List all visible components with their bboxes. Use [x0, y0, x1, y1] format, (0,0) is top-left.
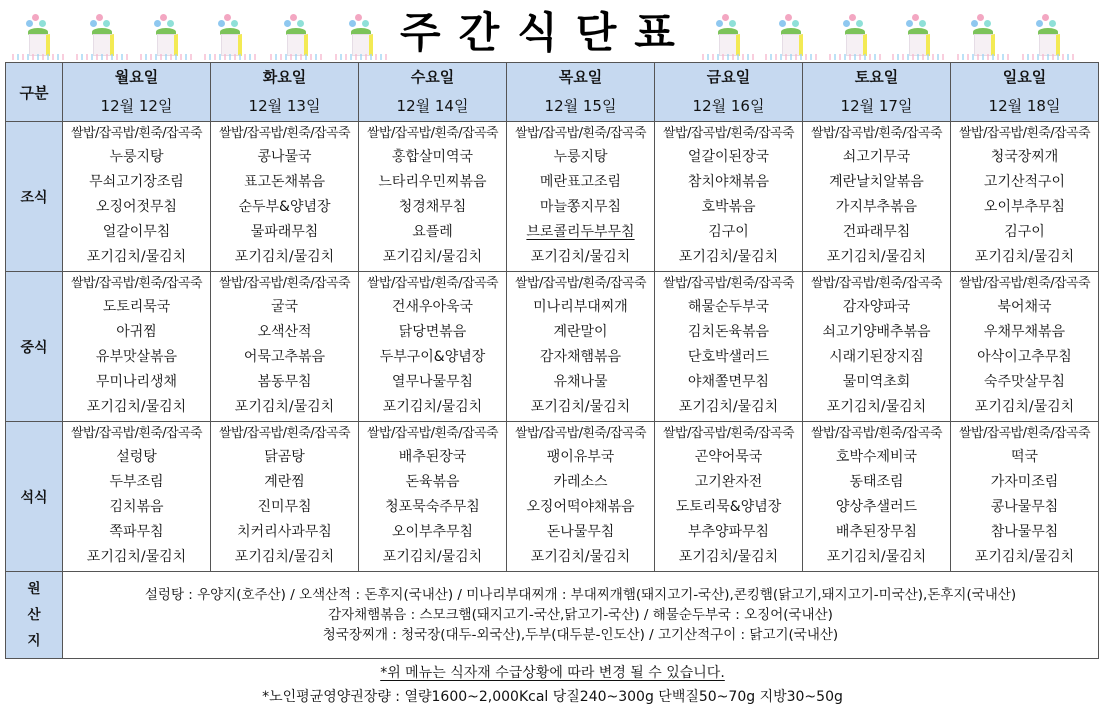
- rice-options: 쌀밥/잡곡밥/흰죽/잡곡죽: [515, 276, 646, 291]
- menu-item: 얼갈이된장국: [687, 149, 770, 165]
- day-header: [359, 63, 507, 122]
- meal-label: 석식: [6, 422, 63, 572]
- menu-item: 떡국: [1010, 449, 1039, 465]
- rice-options: 쌀밥/잡곡밥/흰죽/잡곡죽: [219, 276, 350, 291]
- menu-item: 곤약어묵국: [694, 449, 763, 465]
- menu-item: 카레소스: [553, 474, 608, 490]
- rice-options: 쌀밥/잡곡밥/흰죽/잡곡죽: [959, 126, 1090, 141]
- flower-pot-icon: [890, 8, 946, 62]
- menu-item: 콩나물국: [257, 149, 312, 165]
- nutrition-guideline: *노인평균영양권장량 : 열량1600~2,000Kcal 당질240~300g 단백질50~70g 지방30~50g: [262, 689, 843, 705]
- menu-cell: [211, 122, 359, 272]
- day-date: 12월 17일: [840, 97, 913, 115]
- rice-options: 쌀밥/잡곡밥/흰죽/잡곡죽: [219, 426, 350, 441]
- menu-item: 고기산적구이: [983, 174, 1066, 190]
- menu-change-notice: *위 메뉴는 식자재 수급상황에 따라 변경 될 수 있습니다.: [380, 665, 725, 681]
- day-header: [63, 63, 211, 122]
- menu-cell: [655, 422, 803, 572]
- rice-options: 쌀밥/잡곡밥/흰죽/잡곡죽: [663, 426, 794, 441]
- menu-item: 메란표고조림: [539, 174, 622, 190]
- menu-item: 청포묵숙주무침: [385, 499, 480, 515]
- weekly-menu-table: [5, 62, 1099, 659]
- rice-options: 쌀밥/잡곡밥/흰죽/잡곡죽: [515, 126, 646, 141]
- day-date: 12월 13일: [248, 97, 321, 115]
- menu-cell: [507, 422, 655, 572]
- menu-item: 물파래무침: [250, 224, 319, 240]
- menu-item: 팽이유부국: [546, 449, 615, 465]
- menu-item: 가자미조림: [990, 474, 1059, 490]
- menu-item: 쇠고기무국: [842, 149, 911, 165]
- menu-item: 느타리우민찌볶음: [378, 174, 487, 190]
- menu-item: 배추된장국: [398, 449, 467, 465]
- meal-row: [6, 422, 1099, 572]
- day-date: 12월 16일: [692, 97, 765, 115]
- menu-item: 유채나물: [553, 374, 608, 390]
- menu-item: 계란말이: [553, 324, 608, 340]
- rice-options: 쌀밥/잡곡밥/흰죽/잡곡죽: [811, 126, 942, 141]
- menu-item: 포기김치/물김치: [974, 249, 1075, 265]
- menu-item: 포기김치/물김치: [234, 249, 335, 265]
- menu-item: 숙주맛살무침: [983, 374, 1066, 390]
- meal-label: 중식: [6, 272, 63, 422]
- menu-item: 감자양파국: [842, 299, 911, 315]
- menu-item: 참치야채볶음: [687, 174, 770, 190]
- menu-item: 부추양파무침: [687, 524, 770, 540]
- menu-item: 어묵고추볶음: [243, 349, 326, 365]
- menu-cell: [951, 422, 1099, 572]
- meal-row: [6, 272, 1099, 422]
- menu-item: 열무나물무침: [391, 374, 474, 390]
- menu-item: 포기김치/물김치: [86, 249, 187, 265]
- day-header: [211, 63, 359, 122]
- menu-cell: [951, 122, 1099, 272]
- menu-item: 호박볶음: [701, 199, 756, 215]
- menu-item: 포기김치/물김치: [826, 249, 927, 265]
- menu-cell: [655, 272, 803, 422]
- menu-item: 포기김치/물김치: [826, 399, 927, 415]
- rice-options: 쌀밥/잡곡밥/흰죽/잡곡죽: [515, 426, 646, 441]
- day-date: 12월 12일: [100, 97, 173, 115]
- menu-item: 도토리묵&양념장: [675, 499, 782, 515]
- menu-item: 진미무침: [257, 499, 312, 515]
- origin-line: 감자채햄볶음 : 스모크햄(돼지고기-국산,닭고기-국산) / 해물순두부국 : 오징어(국내산): [328, 607, 833, 623]
- menu-item: 김구이: [708, 224, 749, 240]
- menu-item: 포기김치/물김치: [974, 399, 1075, 415]
- menu-cell: [359, 422, 507, 572]
- menu-cell: [63, 272, 211, 422]
- menu-cell: [655, 122, 803, 272]
- menu-item: 감자채햄볶음: [539, 349, 622, 365]
- menu-item: 계란찜: [264, 474, 305, 490]
- flower-pot-icon: [955, 8, 1011, 62]
- menu-item: 포기김치/물김치: [382, 399, 483, 415]
- menu-item: 얼갈이무침: [102, 224, 171, 240]
- menu-item: 굴국: [270, 299, 299, 315]
- origin-info: [63, 572, 1099, 659]
- menu-item: 포기김치/물김치: [86, 549, 187, 565]
- rice-options: 쌀밥/잡곡밥/흰죽/잡곡죽: [959, 276, 1090, 291]
- menu-item: 포기김치/물김치: [678, 399, 779, 415]
- menu-item: 닭곰탕: [264, 449, 305, 465]
- menu-item: 무쇠고기장조림: [89, 174, 184, 190]
- origin-label: [6, 572, 63, 659]
- rice-options: 쌀밥/잡곡밥/흰죽/잡곡죽: [71, 126, 202, 141]
- menu-item: 고기완자전: [694, 474, 763, 490]
- rice-options: 쌀밥/잡곡밥/흰죽/잡곡죽: [663, 276, 794, 291]
- menu-item: 야채쫄면무침: [687, 374, 770, 390]
- menu-item: 포기김치/물김치: [530, 549, 631, 565]
- rice-options: 쌀밥/잡곡밥/흰죽/잡곡죽: [367, 276, 498, 291]
- menu-item: 김치돈육볶음: [687, 324, 770, 340]
- day-date: 12월 18일: [988, 97, 1061, 115]
- origin-line: 설렁탕 : 우양지(호주산) / 오색산적 : 돈후지(국내산) / 미나리부대찌개 : 부대찌개햄(돼지고기-국산),콘킹햄(닭고기,돼지고기-미국산),돈후지(국내산): [144, 587, 1017, 603]
- menu-item: 순두부&양념장: [238, 199, 331, 215]
- meal-label: 조식: [6, 122, 63, 272]
- day-header: [655, 63, 803, 122]
- menu-item: 누룽지탕: [553, 149, 608, 165]
- menu-item: 청경채무침: [398, 199, 467, 215]
- menu-cell: [507, 272, 655, 422]
- menu-item: 닭당면볶음: [398, 324, 467, 340]
- menu-item: 쇠고기양배추볶음: [822, 324, 931, 340]
- menu-item: 동태조림: [849, 474, 904, 490]
- menu-item: 마늘쫑지무침: [539, 199, 622, 215]
- rice-options: 쌀밥/잡곡밥/흰죽/잡곡죽: [959, 426, 1090, 441]
- menu-item: 김구이: [1004, 224, 1045, 240]
- menu-item: 미나리부대찌개: [533, 299, 628, 315]
- rice-options: 쌀밥/잡곡밥/흰죽/잡곡죽: [71, 426, 202, 441]
- menu-item: 아삭이고추무침: [977, 349, 1072, 365]
- day-date: 12월 15일: [544, 97, 617, 115]
- title-banner: [0, 0, 1105, 62]
- menu-item: 포기김치/물김치: [678, 249, 779, 265]
- rice-options: 쌀밥/잡곡밥/흰죽/잡곡죽: [219, 126, 350, 141]
- menu-item: 쪽파무침: [109, 524, 164, 540]
- flower-pot-icon: [268, 8, 324, 62]
- menu-item: 요플레: [412, 224, 453, 240]
- menu-item: 참나물무침: [990, 524, 1059, 540]
- flower-pot-icon: [10, 8, 66, 62]
- menu-cell: [63, 422, 211, 572]
- category-header: 구분: [6, 63, 63, 122]
- menu-item: 포기김치/물김치: [530, 249, 631, 265]
- menu-item: 건파래무침: [842, 224, 911, 240]
- flower-pot-icon: [138, 8, 194, 62]
- menu-item: 봄동무침: [257, 374, 312, 390]
- day-name: 토요일: [854, 68, 899, 86]
- day-header: [507, 63, 655, 122]
- day-name: 금요일: [706, 68, 751, 86]
- day-name: 일요일: [1002, 68, 1047, 86]
- rice-options: 쌀밥/잡곡밥/흰죽/잡곡죽: [663, 126, 794, 141]
- day-name: 월요일: [114, 68, 159, 86]
- menu-item: 북어채국: [997, 299, 1052, 315]
- rice-options: 쌀밥/잡곡밥/흰죽/잡곡죽: [811, 276, 942, 291]
- menu-cell: [951, 272, 1099, 422]
- menu-item: 포기김치/물김치: [382, 549, 483, 565]
- menu-item: 양상추샐러드: [835, 499, 918, 515]
- origin-label-char: 지: [27, 633, 41, 649]
- menu-item: 오징어젓무침: [95, 199, 178, 215]
- menu-item: 포기김치/물김치: [382, 249, 483, 265]
- flower-pot-icon: [333, 8, 389, 62]
- menu-item: 계란날치알볶음: [829, 174, 924, 190]
- menu-item: 포기김치/물김치: [826, 549, 927, 565]
- menu-item: 단호박샐러드: [687, 349, 770, 365]
- menu-item: 우채무채볶음: [983, 324, 1066, 340]
- menu-item: 설렁탕: [116, 449, 157, 465]
- menu-item: 누룽지탕: [109, 149, 164, 165]
- page-title: 주간식단표: [400, 8, 693, 57]
- flower-pot-icon: [763, 8, 819, 62]
- menu-item: 브로콜리두부무침: [526, 224, 635, 240]
- menu-item: 두부구이&양념장: [379, 349, 486, 365]
- menu-item: 청국장찌개: [990, 149, 1059, 165]
- rice-options: 쌀밥/잡곡밥/흰죽/잡곡죽: [367, 126, 498, 141]
- day-name: 수요일: [410, 68, 455, 86]
- menu-item: 돈육볶음: [405, 474, 460, 490]
- rice-options: 쌀밥/잡곡밥/흰죽/잡곡죽: [71, 276, 202, 291]
- rice-options: 쌀밥/잡곡밥/흰죽/잡곡죽: [811, 426, 942, 441]
- day-name: 화요일: [262, 68, 307, 86]
- menu-item: 포기김치/물김치: [678, 549, 779, 565]
- day-header: [951, 63, 1099, 122]
- menu-item: 포기김치/물김치: [86, 399, 187, 415]
- menu-item: 건새우아욱국: [391, 299, 474, 315]
- menu-item: 물미역초회: [842, 374, 911, 390]
- flower-pot-icon: [1020, 8, 1076, 62]
- day-header: [803, 63, 951, 122]
- rice-options: 쌀밥/잡곡밥/흰죽/잡곡죽: [367, 426, 498, 441]
- menu-item: 오이부추무침: [391, 524, 474, 540]
- menu-item: 치커리사과무침: [237, 524, 332, 540]
- day-name: 목요일: [558, 68, 603, 86]
- flower-pot-icon: [827, 8, 883, 62]
- flower-pot-icon: [700, 8, 756, 62]
- menu-cell: [63, 122, 211, 272]
- header-row: [6, 63, 1099, 122]
- menu-item: 김치볶음: [109, 499, 164, 515]
- menu-item: 포기김치/물김치: [234, 549, 335, 565]
- menu-item: 가지부추볶음: [835, 199, 918, 215]
- menu-item: 오색산적: [257, 324, 312, 340]
- menu-item: 무미나리생채: [95, 374, 178, 390]
- meal-row: [6, 122, 1099, 272]
- menu-item: 해물순두부국: [687, 299, 770, 315]
- menu-cell: [211, 422, 359, 572]
- menu-cell: [803, 422, 951, 572]
- menu-cell: [507, 122, 655, 272]
- menu-item: 표고돈채볶음: [243, 174, 326, 190]
- menu-item: 두부조림: [109, 474, 164, 490]
- menu-item: 호박수제비국: [835, 449, 918, 465]
- flower-pot-icon: [202, 8, 258, 62]
- menu-item: 유부맛살볶음: [95, 349, 178, 365]
- origin-label-char: 원: [27, 581, 41, 597]
- origin-row: [6, 572, 1099, 659]
- menu-item: 시래기된장지짐: [829, 349, 924, 365]
- menu-item: 포기김치/물김치: [974, 549, 1075, 565]
- menu-item: 오징어떡야채볶음: [526, 499, 635, 515]
- menu-item: 콩나물무침: [990, 499, 1059, 515]
- menu-cell: [803, 122, 951, 272]
- menu-item: 포기김치/물김치: [234, 399, 335, 415]
- menu-item: 오이부추무침: [983, 199, 1066, 215]
- origin-label-char: 산: [27, 607, 41, 623]
- menu-cell: [359, 122, 507, 272]
- menu-item: 홍합살미역국: [391, 149, 474, 165]
- menu-cell: [359, 272, 507, 422]
- flower-pot-icon: [74, 8, 130, 62]
- menu-item: 배추된장무침: [835, 524, 918, 540]
- menu-cell: [211, 272, 359, 422]
- menu-cell: [803, 272, 951, 422]
- menu-item: 아귀찜: [116, 324, 157, 340]
- menu-item: 도토리묵국: [102, 299, 171, 315]
- day-date: 12월 14일: [396, 97, 469, 115]
- menu-item: 포기김치/물김치: [530, 399, 631, 415]
- origin-line: 청국장찌개 : 청국장(대두-외국산),두부(대두분-인도산) / 고기산적구이 : 닭고기(국내산): [322, 627, 839, 643]
- menu-item: 돈나물무침: [546, 524, 615, 540]
